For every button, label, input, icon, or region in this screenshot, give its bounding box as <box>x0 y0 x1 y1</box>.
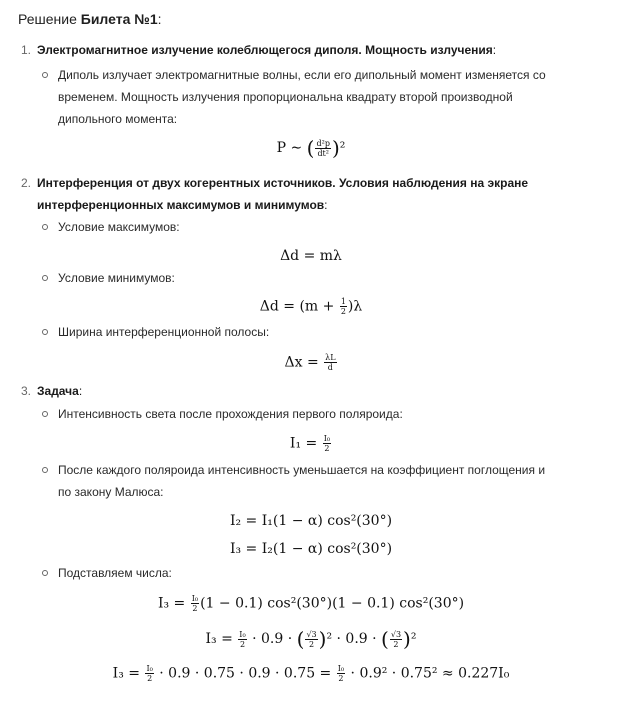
colon: : <box>324 198 328 212</box>
page-title <box>18 11 162 27</box>
bullet-icon <box>42 467 48 473</box>
fraction <box>337 664 345 683</box>
colon: : <box>78 384 83 398</box>
math-text: I₃ = <box>205 631 238 647</box>
formula-maximum <box>0 248 622 264</box>
numerator: λL <box>325 353 336 362</box>
bullet-icon <box>42 411 48 417</box>
bullet-text: Подставляем числа: <box>58 566 172 580</box>
formula-i1 <box>0 434 622 453</box>
bullet-text: Ширина интерференционной полосы: <box>58 325 270 339</box>
denominator: 2 <box>340 307 346 316</box>
parenthesis: ) <box>318 627 327 651</box>
title-colon: : <box>157 11 162 27</box>
denominator: 2 <box>239 639 246 649</box>
bullet-text: по закону Малюса: <box>58 485 164 499</box>
formula-minimum <box>0 297 622 316</box>
fraction <box>305 630 317 649</box>
bullet-icon <box>42 329 48 335</box>
parenthesis: ( <box>306 136 315 160</box>
title-normal: Решение <box>18 11 81 27</box>
denominator: 2 <box>192 604 198 613</box>
fraction <box>390 630 402 649</box>
denominator: 2 <box>147 674 153 683</box>
title-bold: Билета №1 <box>80 11 158 27</box>
math-text: ² <box>410 631 417 647</box>
denominator: 2 <box>305 639 317 649</box>
fraction <box>238 630 246 649</box>
math-text: P ∼ <box>276 140 307 156</box>
math-text: I₂ = I₁(1 − α) cos²(30°) <box>229 513 393 529</box>
heading-text: Электромагнитное излучение колеблющегося диполя. Мощность излучения <box>37 43 493 57</box>
item-heading <box>37 384 82 398</box>
heading-text: интерференционных максимумов и минимумов <box>37 198 325 212</box>
bullet-text: Интенсивность света после прохождения первого поляроида: <box>58 407 403 421</box>
list-number: 3. <box>21 384 32 398</box>
math-text: · 0.9² · 0.75² ≈ 0.227I₀ <box>346 665 510 682</box>
bullet-icon <box>42 570 48 576</box>
bullet-text: Условие минимумов: <box>58 271 175 285</box>
numerator: I₀ <box>323 434 331 443</box>
denominator: 2 <box>324 444 330 453</box>
math-text: )λ <box>347 298 363 315</box>
formula-substitution-1 <box>0 594 622 613</box>
bullet-text: Диполь излучает электромагнитные волны, если его дипольный момент изменяется со <box>58 68 546 82</box>
math-text: (1 − 0.1) cos²(30°)(1 − 0.1) cos²(30°) <box>200 595 465 612</box>
numerator: I₀ <box>191 594 199 603</box>
fraction <box>191 594 199 613</box>
numerator: √3 <box>390 629 402 639</box>
item-heading <box>37 198 328 212</box>
numerator: √3 <box>306 629 317 639</box>
colon: : <box>492 43 497 57</box>
fraction <box>315 139 330 158</box>
numerator: d²p <box>316 138 330 148</box>
formula-i2 <box>0 513 622 529</box>
fraction <box>324 353 336 372</box>
fraction <box>323 434 331 453</box>
bullet-icon <box>42 72 48 78</box>
heading-text: Задача <box>37 384 79 398</box>
parenthesis: ( <box>296 627 305 651</box>
parenthesis: ) <box>403 627 411 651</box>
math-text: Δd = (m + <box>259 298 339 315</box>
math-text: ² <box>339 140 346 156</box>
numerator: I₀ <box>146 664 153 673</box>
numerator: 1 <box>340 297 346 306</box>
parenthesis: ( <box>381 627 389 651</box>
formula-dipole-power <box>0 136 622 160</box>
bullet-icon <box>42 224 48 230</box>
fraction <box>340 297 347 316</box>
math-text: · 0.9 · 0.75 · 0.9 · 0.75 = <box>154 665 336 682</box>
denominator: 2 <box>338 674 344 683</box>
denominator: dt² <box>317 148 329 158</box>
formula-i3 <box>0 541 622 557</box>
math-text: Δx = <box>284 354 324 371</box>
item-heading: Интерференция от двух когерентных источников. Условия наблюдения на экране <box>37 176 529 190</box>
bullet-icon <box>42 275 48 281</box>
fraction <box>145 664 153 683</box>
list-number: 1. <box>21 43 32 57</box>
math-text: Δd = mλ <box>280 248 342 264</box>
bullet-text: дипольного момента: <box>58 112 178 126</box>
math-text: I₃ = I₂(1 − α) cos²(30°) <box>229 541 393 557</box>
math-text: · 0.9 · <box>247 631 297 647</box>
formula-substitution-2 <box>0 627 622 651</box>
bullet-text: Условие максимумов: <box>58 220 180 234</box>
denominator: d <box>324 362 336 372</box>
formula-fringe-width <box>0 353 622 372</box>
numerator: I₀ <box>337 664 345 673</box>
math-text: I₃ = <box>112 665 145 682</box>
numerator: I₀ <box>239 629 246 639</box>
math-text: I₁ = <box>289 435 322 452</box>
denominator: 2 <box>390 639 402 649</box>
parenthesis: ) <box>331 136 340 160</box>
math-text: ² · 0.9 · <box>326 631 382 647</box>
formula-result <box>0 664 622 683</box>
bullet-text: временем. Мощность излучения пропорциональна квадрату второй производной <box>58 90 513 104</box>
list-number: 2. <box>21 176 32 190</box>
math-text: I₃ = <box>157 595 190 612</box>
item-heading <box>37 43 496 57</box>
bullet-text: После каждого поляроида интенсивность уменьшается на коэффициент поглощения и <box>58 463 546 477</box>
